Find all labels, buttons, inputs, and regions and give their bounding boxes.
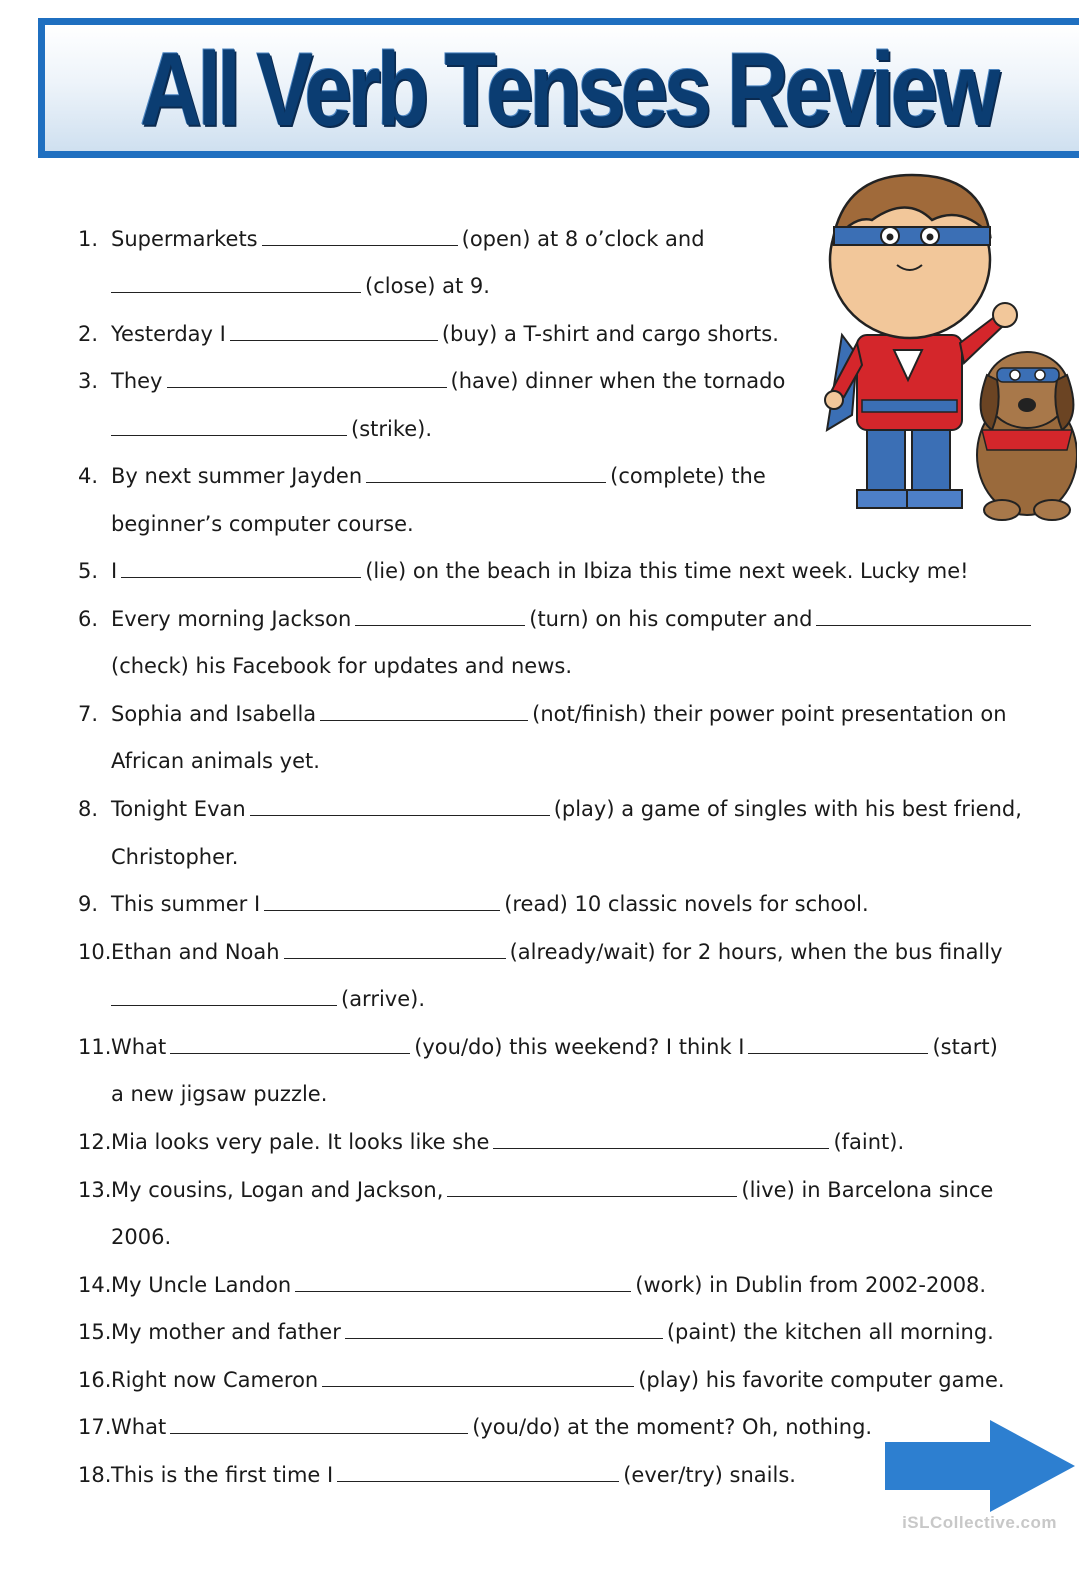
answer-blank[interactable]: [447, 1178, 737, 1197]
answer-blank[interactable]: [262, 227, 458, 246]
answer-blank[interactable]: [167, 369, 447, 388]
question-18: 18.This is the first time I (ever/try) snails.: [78, 1463, 796, 1487]
answer-blank[interactable]: [366, 464, 606, 483]
question-8: 8. Tonight Evan (play) a game of singles with his best friend,: [78, 797, 1022, 821]
next-page-arrow-icon[interactable]: [885, 1420, 1075, 1512]
question-6-cont: (check) his Facebook for updates and news.: [111, 654, 573, 678]
question-9: 9. This summer I (read) 10 classic novels for school.: [78, 892, 869, 916]
answer-blank[interactable]: [111, 987, 337, 1006]
answer-blank[interactable]: [748, 1035, 928, 1054]
answer-blank[interactable]: [355, 607, 525, 626]
answer-blank[interactable]: [337, 1463, 619, 1482]
answer-blank[interactable]: [320, 702, 528, 721]
question-12: 12.Mia looks very pale. It looks like she (faint).: [78, 1130, 905, 1154]
question-13: 13.My cousins, Logan and Jackson, (live) in Barcelona since: [78, 1178, 994, 1202]
question-6: 6. Every morning Jackson (turn) on his computer and: [78, 605, 1035, 633]
answer-blank[interactable]: [170, 1035, 410, 1054]
question-10-cont: (arrive).: [111, 985, 425, 1013]
question-1-cont: (close) at 9.: [111, 272, 490, 300]
answer-blank[interactable]: [170, 1415, 468, 1434]
question-16: 16.Right now Cameron (play) his favorite computer game.: [78, 1368, 1005, 1392]
question-4: 4. By next summer Jayden (complete) the: [78, 464, 766, 488]
question-2: 2. Yesterday I (buy) a T-shirt and cargo shorts.: [78, 322, 779, 346]
question-15: 15.My mother and father (paint) the kitchen all morning.: [78, 1320, 994, 1344]
question-4-cont: beginner’s computer course.: [111, 512, 414, 536]
question-8-cont: Christopher.: [111, 845, 239, 869]
answer-blank[interactable]: [230, 322, 438, 341]
question-11-cont: a new jigsaw puzzle.: [111, 1082, 328, 1106]
question-1: 1. Supermarkets (open) at 8 o’clock and: [78, 227, 705, 251]
question-7-cont: African animals yet.: [111, 749, 320, 773]
answer-blank[interactable]: [264, 892, 500, 911]
answer-blank[interactable]: [111, 274, 361, 293]
answer-blank[interactable]: [345, 1320, 663, 1339]
answer-blank[interactable]: [111, 417, 347, 436]
question-5: 5. I (lie) on the beach in Ibiza this time next week. Lucky me!: [78, 559, 969, 583]
question-7: 7. Sophia and Isabella (not/finish) their power point presentation on: [78, 702, 1007, 726]
question-10: 10.Ethan and Noah (already/wait) for 2 hours, when the bus finally: [78, 940, 1003, 964]
superhero-illustration: [812, 165, 1077, 535]
answer-blank[interactable]: [295, 1273, 631, 1292]
question-17: 17.What (you/do) at the moment? Oh, nothing.: [78, 1415, 873, 1439]
page-title: All Verb Tenses Review: [140, 32, 997, 148]
question-3-cont: (strike).: [111, 415, 432, 443]
watermark-logo: iSLCollective.com: [902, 1513, 1057, 1532]
answer-blank[interactable]: [816, 607, 1031, 626]
answer-blank[interactable]: [284, 940, 506, 959]
answer-blank[interactable]: [322, 1368, 634, 1387]
answer-blank[interactable]: [250, 797, 550, 816]
answer-blank[interactable]: [121, 559, 361, 578]
question-14: 14.My Uncle Landon (work) in Dublin from 2002-2008.: [78, 1273, 987, 1297]
question-13-cont: 2006.: [111, 1225, 172, 1249]
title-banner: [38, 18, 1079, 158]
question-11: 11.What (you/do) this weekend? I think I (start): [78, 1035, 998, 1059]
question-3: 3. They (have) dinner when the tornado: [78, 369, 786, 393]
answer-blank[interactable]: [493, 1130, 829, 1149]
